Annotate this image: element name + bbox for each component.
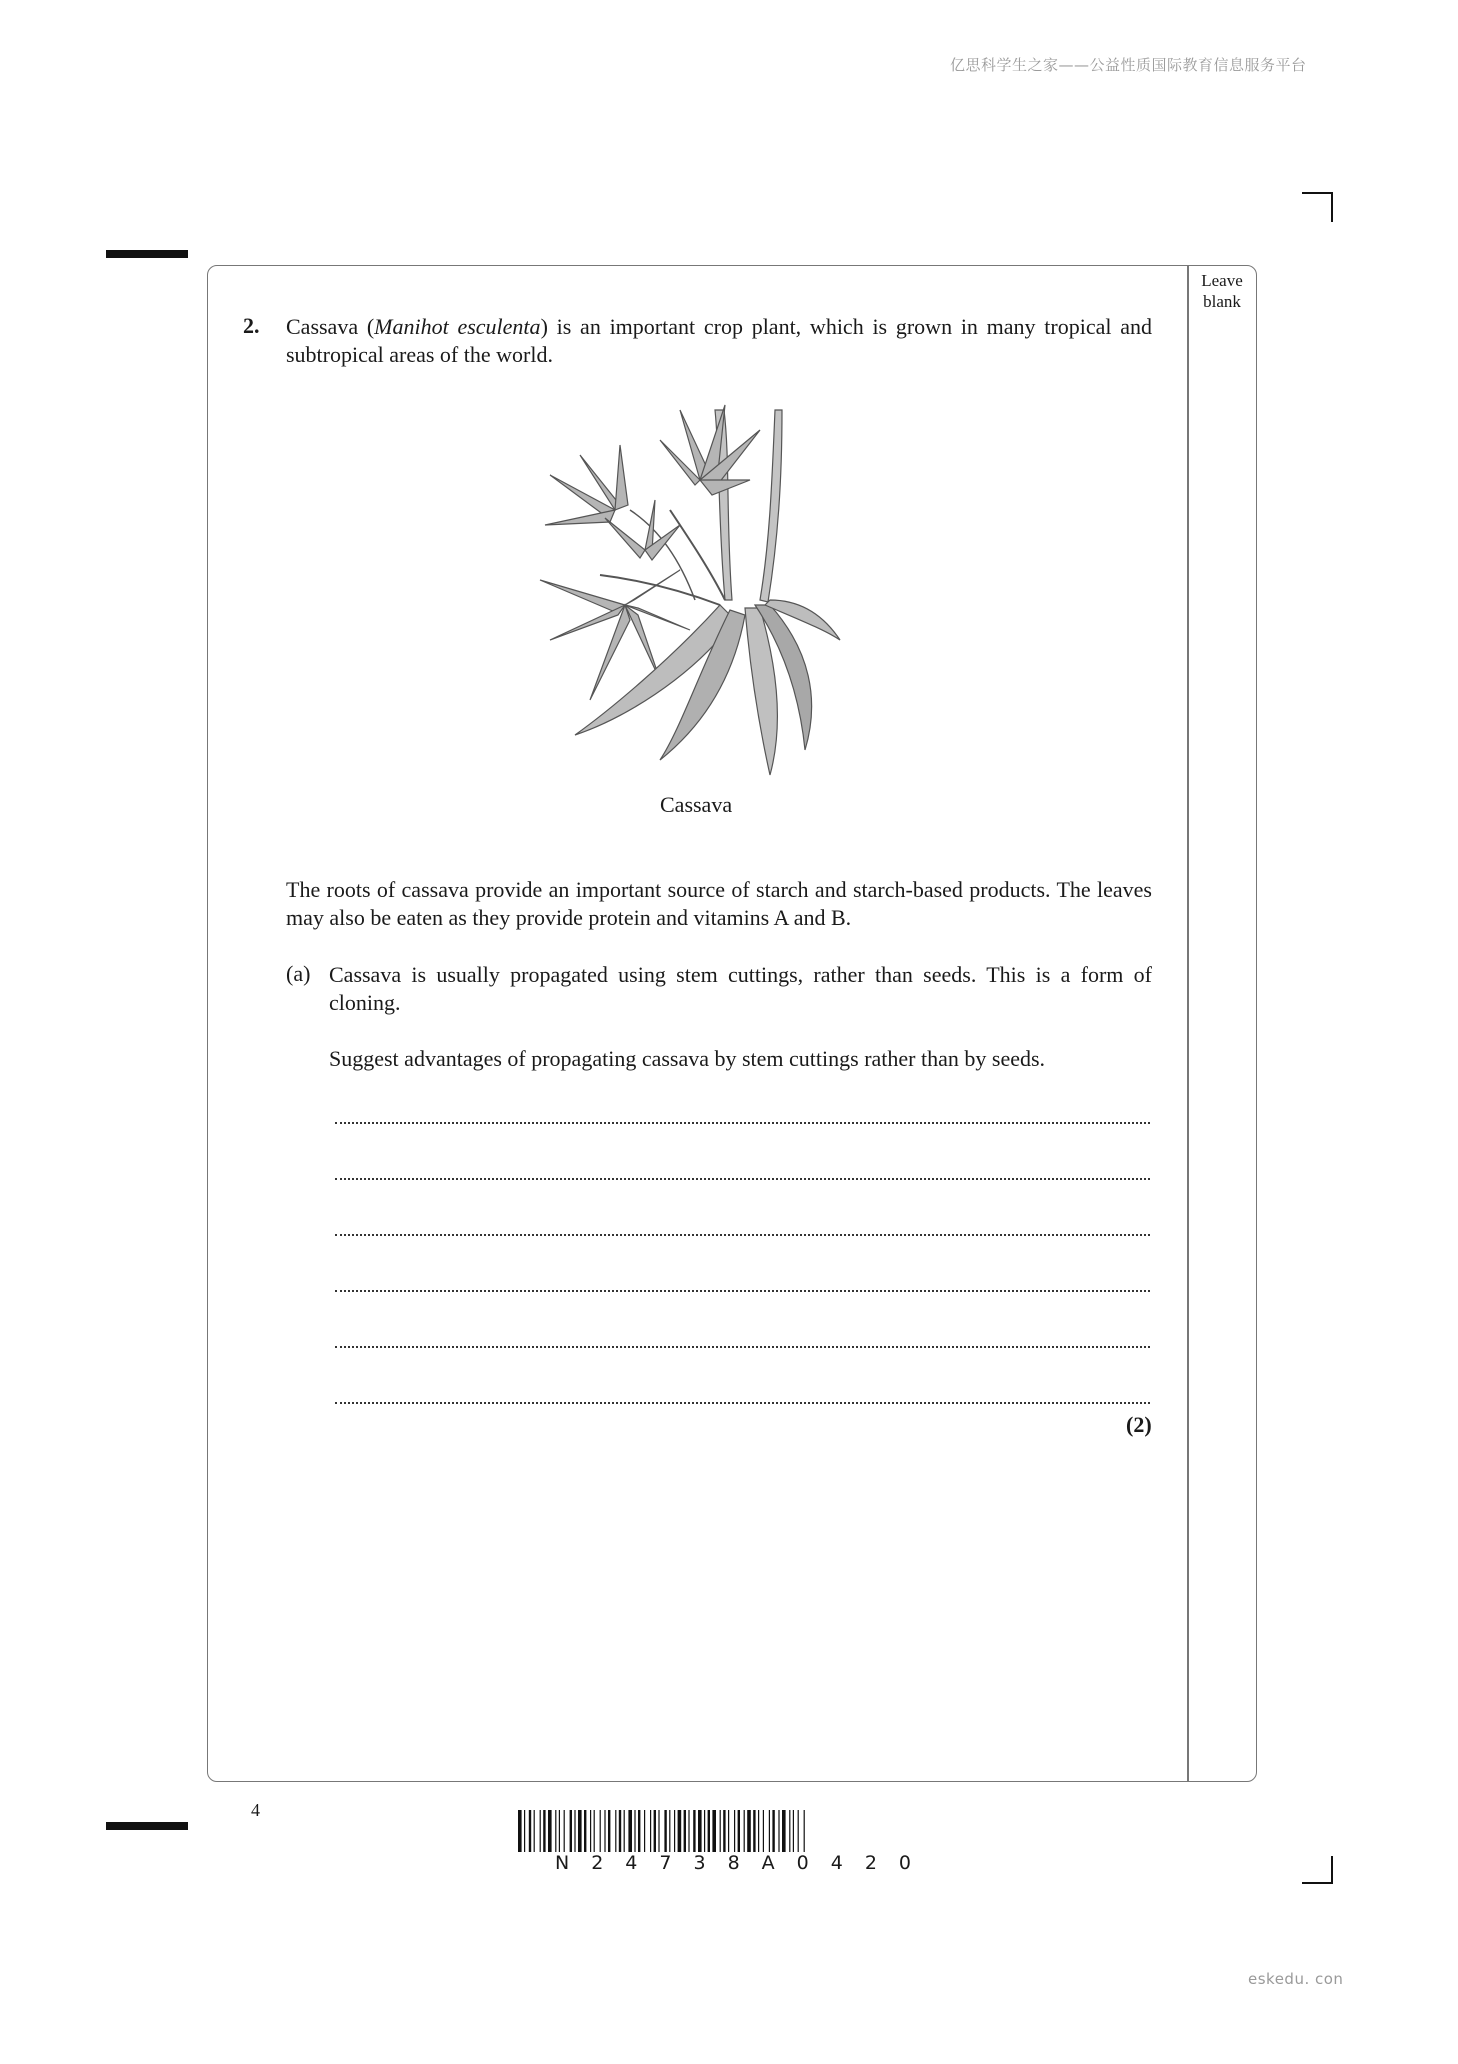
crop-mark-top-v [1331,192,1333,222]
barcode-bar [570,1810,572,1852]
question-number: 2. [243,313,260,338]
crop-mark-bottom-h [1302,1882,1332,1884]
barcode-bar [524,1810,525,1852]
barcode-bar [693,1810,695,1852]
barcode-bar [594,1810,595,1852]
barcode-bar [678,1810,682,1852]
barcode-bar [669,1810,670,1852]
barcode-bar [529,1810,531,1852]
crop-mark-top-h [1302,192,1332,194]
answer-line[interactable] [335,1176,1150,1180]
barcode-bar [698,1810,702,1852]
barcode-bar [744,1810,745,1852]
barcode-bar [723,1810,725,1852]
answer-line[interactable] [335,1120,1150,1124]
page-number: 4 [251,1800,260,1820]
roots-paragraph: The roots of cassava provide an important source of starch and starch-based products. The leaves may also be eaten as they provide protein and vitamins A and B. [286,877,1152,930]
barcode-bar [763,1810,764,1852]
barcode-bar [804,1810,805,1852]
barcode-bar [654,1810,656,1852]
barcode-bar [758,1810,759,1852]
barcode-bar [574,1810,575,1852]
barcode-bar [604,1810,605,1852]
leave-blank-divider [1187,265,1189,1782]
barcode-bar [634,1810,635,1852]
barcode-bar [664,1810,666,1852]
barcode-bar [684,1810,686,1852]
barcode-bar [559,1810,560,1852]
answer-line[interactable] [335,1232,1150,1236]
barcode-bar [798,1810,799,1852]
barcode-bar [772,1810,774,1852]
cassava-illustration [520,400,850,780]
leave-blank-label: Leave blank [1201,271,1243,311]
barcode-bar [782,1810,786,1852]
barcode-bar [548,1810,552,1852]
barcode-bar [564,1810,565,1852]
crop-mark-bottom-v [1331,1856,1333,1884]
answer-line[interactable] [335,1344,1150,1348]
barcode-bar [747,1810,751,1852]
registration-bar-bottom [106,1822,188,1830]
barcode-bar [793,1810,794,1852]
barcode-bar [534,1810,535,1852]
barcode-bar [518,1810,522,1852]
barcode-bar [712,1810,716,1852]
barcode-bar [624,1810,625,1852]
barcode-bar [638,1810,640,1852]
barcode-bar [650,1810,651,1852]
barcode-bar [543,1810,545,1852]
barcode-bar [600,1810,601,1852]
barcode-bar [720,1810,721,1852]
answer-line[interactable] [335,1288,1150,1292]
barcode-bar [734,1810,735,1852]
answer-line[interactable] [335,1400,1150,1404]
watermark-top: 亿思科学生之家——公益性质国际教育信息服务平台 [950,56,1307,74]
barcode-bar [708,1810,710,1852]
barcode-bar [728,1810,729,1852]
part-a-prompt: Suggest advantages of propagating cassava by stem cuttings rather than by seeds. [329,1046,1046,1071]
barcode-bar [584,1810,586,1852]
part-a-label: (a) [286,961,311,986]
barcode-bar [555,1810,556,1852]
barcode-text: N24738A0420 [555,1852,934,1874]
barcode-bar [608,1810,610,1852]
barcode-bar [578,1810,582,1852]
barcode-bar [658,1810,659,1852]
barcode-bar [619,1810,621,1852]
question-intro: Cassava (Manihot esculenta) is an important crop plant, which is grown in many tropical and subtropical areas of the world. [286,314,1153,367]
barcode-bar [738,1810,740,1852]
registration-bar-top [106,250,188,258]
barcode-bar [778,1810,779,1852]
figure-caption: Cassava [660,792,733,817]
barcode-bar [628,1810,632,1852]
barcode-bar [540,1810,541,1852]
marks-label: (2) [1126,1412,1152,1437]
barcode [518,1810,950,1852]
barcode-bar [644,1810,645,1852]
barcode-bar [615,1810,616,1852]
barcode-bar [688,1810,689,1852]
part-a-text: Cassava is usually propagated using stem cuttings, rather than seeds. This is a form of cloning. [329,962,1152,1015]
barcode-bar [769,1810,770,1852]
watermark-bottom: eskedu. con [1248,1970,1344,1988]
barcode-bar [753,1810,755,1852]
barcode-bar [674,1810,675,1852]
barcode-bar [590,1810,591,1852]
barcode-bar [789,1810,790,1852]
barcode-bar [704,1810,705,1852]
